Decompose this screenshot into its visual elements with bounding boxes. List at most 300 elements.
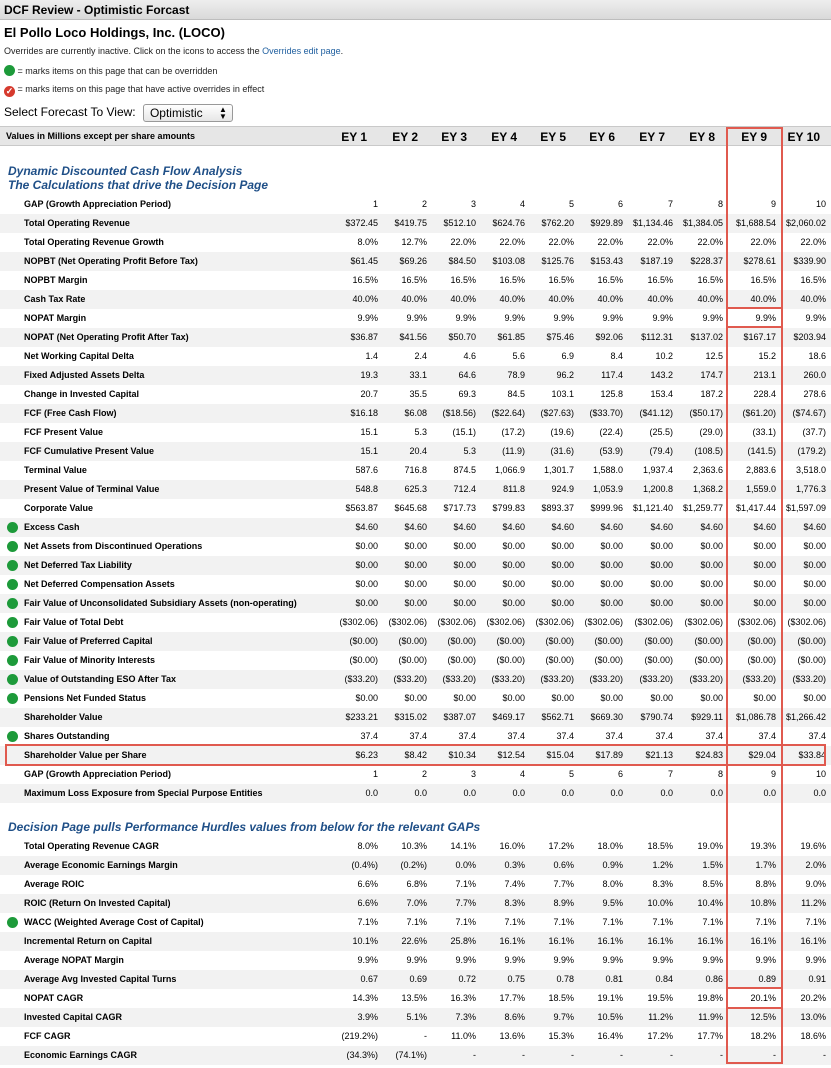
cell-ey6: 117.4 bbox=[601, 370, 623, 380]
table-row bbox=[0, 989, 831, 1008]
company-name: El Pollo Loco Holdings, Inc. (LOCO) bbox=[4, 25, 225, 40]
cell-ey10: 278.6 bbox=[803, 389, 826, 399]
cell-ey1: $0.00 bbox=[355, 560, 378, 570]
cell-ey6: 16.5% bbox=[597, 275, 623, 285]
cell-ey3: 9.9% bbox=[455, 955, 476, 965]
cell-ey3: $0.00 bbox=[453, 560, 476, 570]
row-label: Net Deferred Compensation Assets bbox=[24, 579, 175, 589]
cell-ey2: ($302.06) bbox=[388, 617, 427, 627]
table-row bbox=[0, 556, 831, 575]
cell-ey7: ($41.12) bbox=[639, 408, 673, 418]
cell-ey4: ($22.64) bbox=[491, 408, 525, 418]
cell-ey7: $187.19 bbox=[640, 256, 673, 266]
cell-ey3: ($18.56) bbox=[442, 408, 476, 418]
table-row bbox=[0, 613, 831, 632]
cell-ey7: 10.2 bbox=[655, 351, 673, 361]
row-label: Economic Earnings CAGR bbox=[24, 1050, 138, 1060]
cell-ey1: $16.18 bbox=[350, 408, 378, 418]
cell-ey7: 1,200.8 bbox=[642, 484, 673, 494]
section1-title-line2: The Calculations that drive the Decision Page bbox=[8, 178, 269, 192]
cell-ey7: 16.5% bbox=[647, 275, 673, 285]
cell-ey6: 7.1% bbox=[602, 917, 623, 927]
table-row bbox=[0, 670, 831, 689]
cell-ey3: 9.9% bbox=[455, 313, 476, 323]
cell-ey1: ($302.06) bbox=[339, 617, 378, 627]
cell-ey5: $0.00 bbox=[551, 693, 574, 703]
cell-ey7: $0.00 bbox=[650, 541, 673, 551]
column-header-ey3: EY 3 bbox=[441, 130, 467, 144]
cell-ey8: $0.00 bbox=[700, 579, 723, 589]
cell-ey9: ($61.20) bbox=[742, 408, 776, 418]
override-dot-icon[interactable] bbox=[7, 541, 18, 552]
cell-ey3: $717.73 bbox=[443, 503, 476, 513]
cell-ey9: 9.9% bbox=[755, 955, 776, 965]
cell-ey1: 9.9% bbox=[357, 313, 378, 323]
table-row bbox=[0, 932, 831, 951]
cell-ey3: ($0.00) bbox=[447, 636, 476, 646]
cell-ey7: 40.0% bbox=[647, 294, 673, 304]
cell-ey10: $0.00 bbox=[803, 560, 826, 570]
cell-ey2: $0.00 bbox=[404, 541, 427, 551]
cell-ey8: 12.5 bbox=[705, 351, 723, 361]
cell-ey1: $36.87 bbox=[350, 332, 378, 342]
cell-ey1: 14.3% bbox=[352, 993, 378, 1003]
cell-ey9: 37.4 bbox=[758, 731, 776, 741]
cell-ey1: 6.6% bbox=[357, 898, 378, 908]
cell-ey9: 19.3% bbox=[750, 841, 776, 851]
row-label: Shareholder Value per Share bbox=[24, 750, 147, 760]
table-row bbox=[0, 727, 831, 746]
cell-ey5: 0.78 bbox=[556, 974, 574, 984]
cell-ey6: 6 bbox=[617, 769, 623, 779]
cell-ey3: 37.4 bbox=[458, 731, 476, 741]
cell-ey4: $0.00 bbox=[502, 579, 525, 589]
cell-ey8: $1,259.77 bbox=[682, 503, 723, 513]
cell-ey6: $0.00 bbox=[600, 541, 623, 551]
cell-ey6: 0.81 bbox=[605, 974, 623, 984]
cell-ey3: $10.34 bbox=[448, 750, 476, 760]
cell-ey8: 22.0% bbox=[697, 237, 723, 247]
cell-ey6: - bbox=[620, 1050, 623, 1060]
cell-ey2: 22.6% bbox=[401, 936, 427, 946]
cell-ey6: 16.4% bbox=[597, 1031, 623, 1041]
cell-ey3: 0.72 bbox=[458, 974, 476, 984]
cell-ey2: 35.5 bbox=[409, 389, 427, 399]
table-row bbox=[0, 233, 831, 252]
cell-ey3: $50.70 bbox=[448, 332, 476, 342]
cell-ey1: 15.1 bbox=[360, 446, 378, 456]
cell-ey3: $0.00 bbox=[453, 541, 476, 551]
cell-ey9: 9.9% bbox=[755, 313, 776, 323]
cell-ey5: 22.0% bbox=[548, 237, 574, 247]
section2-title-line1: Decision Page pulls Performance Hurdles values from below for the relevant GAPs bbox=[8, 820, 481, 834]
row-label: Average NOPAT Margin bbox=[24, 955, 124, 965]
cell-ey3: 3 bbox=[470, 199, 476, 209]
cell-ey6: 37.4 bbox=[605, 731, 623, 741]
override-dot-icon[interactable] bbox=[7, 598, 18, 609]
row-label: GAP (Growth Appreciation Period) bbox=[24, 769, 172, 779]
cell-ey5: $125.76 bbox=[541, 256, 574, 266]
cell-ey4: $0.00 bbox=[502, 560, 525, 570]
cell-ey4: $0.00 bbox=[502, 598, 525, 608]
cell-ey7: 37.4 bbox=[655, 731, 673, 741]
cell-ey6: $999.96 bbox=[590, 503, 623, 513]
cell-ey3: 16.5% bbox=[450, 275, 476, 285]
cell-ey10: $0.00 bbox=[803, 693, 826, 703]
cell-ey8: $1,384.05 bbox=[682, 218, 723, 228]
cell-ey9: 8.8% bbox=[755, 879, 776, 889]
cell-ey2: ($0.00) bbox=[398, 636, 427, 646]
override-dot-icon[interactable] bbox=[7, 617, 18, 628]
cell-ey7: $1,121.40 bbox=[632, 503, 673, 513]
forecast-select[interactable] bbox=[143, 104, 233, 122]
cell-ey7: 7 bbox=[667, 769, 673, 779]
table-row bbox=[0, 195, 831, 214]
cell-ey5: ($0.00) bbox=[545, 636, 574, 646]
cell-ey1: $0.00 bbox=[355, 541, 378, 551]
cell-ey2: 9.9% bbox=[406, 955, 427, 965]
cell-ey6: 0.9% bbox=[602, 860, 623, 870]
cell-ey4: (17.2) bbox=[501, 427, 525, 437]
cell-ey10: 0.91 bbox=[808, 974, 826, 984]
cell-ey10: $203.94 bbox=[793, 332, 826, 342]
cell-ey4: $12.54 bbox=[497, 750, 525, 760]
row-label: Total Operating Revenue CAGR bbox=[24, 841, 159, 851]
cell-ey6: 8.0% bbox=[602, 879, 623, 889]
cell-ey3: 0.0% bbox=[455, 860, 476, 870]
cell-ey2: $8.42 bbox=[404, 750, 427, 760]
table-row bbox=[0, 442, 831, 461]
column-header-ey9: EY 9 bbox=[741, 130, 767, 144]
cell-ey10: 9.0% bbox=[805, 879, 826, 889]
overrides-edit-link[interactable]: Overrides edit page bbox=[262, 46, 341, 56]
cell-ey10: $0.00 bbox=[803, 598, 826, 608]
cell-ey5: 17.2% bbox=[548, 841, 574, 851]
row-label: FCF CAGR bbox=[24, 1031, 71, 1041]
cell-ey8: 9.9% bbox=[702, 313, 723, 323]
cell-ey3: 25.8% bbox=[450, 936, 476, 946]
cell-ey2: 625.3 bbox=[404, 484, 427, 494]
cell-ey3: 7.7% bbox=[455, 898, 476, 908]
cell-ey2: $4.60 bbox=[404, 522, 427, 532]
cell-ey9: 40.0% bbox=[750, 294, 776, 304]
cell-ey8: 19.8% bbox=[697, 993, 723, 1003]
column-header-ey8: EY 8 bbox=[689, 130, 715, 144]
cell-ey5: $893.37 bbox=[541, 503, 574, 513]
cell-ey1: $0.00 bbox=[355, 579, 378, 589]
row-label: Net Assets from Discontinued Operations bbox=[24, 541, 203, 551]
cell-ey8: ($50.17) bbox=[689, 408, 723, 418]
row-label: Value of Outstanding ESO After Tax bbox=[24, 674, 177, 684]
table-row bbox=[0, 480, 831, 499]
cell-ey1: 9.9% bbox=[357, 955, 378, 965]
section1-title-line1: Dynamic Discounted Cash Flow Analysis bbox=[8, 164, 243, 178]
row-label: NOPBT Margin bbox=[24, 275, 88, 285]
cell-ey9: ($302.06) bbox=[737, 617, 776, 627]
cell-ey3: 3 bbox=[470, 769, 476, 779]
cell-ey4: $61.85 bbox=[497, 332, 525, 342]
cell-ey6: 40.0% bbox=[597, 294, 623, 304]
forecast-selector bbox=[4, 104, 233, 122]
cell-ey9: 228.4 bbox=[753, 389, 776, 399]
row-label: Shares Outstanding bbox=[24, 731, 110, 741]
table-row bbox=[0, 499, 831, 518]
row-label: Average ROIC bbox=[24, 879, 85, 889]
cell-ey2: 12.7% bbox=[401, 237, 427, 247]
cell-ey5: (31.6) bbox=[550, 446, 574, 456]
cell-ey10: $339.90 bbox=[793, 256, 826, 266]
cell-ey2: 7.0% bbox=[406, 898, 427, 908]
cell-ey10: 40.0% bbox=[800, 294, 826, 304]
table-row bbox=[0, 708, 831, 727]
select-arrows-icon: ▲ ▼ bbox=[219, 105, 227, 121]
cell-ey6: ($0.00) bbox=[594, 636, 623, 646]
cell-ey4: $0.00 bbox=[502, 541, 525, 551]
cell-ey10: 7.1% bbox=[805, 917, 826, 927]
cell-ey5: 9.9% bbox=[553, 955, 574, 965]
cell-ey7: ($33.20) bbox=[639, 674, 673, 684]
cell-ey6: ($302.06) bbox=[584, 617, 623, 627]
cell-ey5: $15.04 bbox=[546, 750, 574, 760]
cell-ey9: $0.00 bbox=[753, 579, 776, 589]
override-dot-icon[interactable] bbox=[7, 655, 18, 666]
cell-ey2: 716.8 bbox=[404, 465, 427, 475]
red-legend-text: = marks items on this page that have active overrides in effect bbox=[17, 84, 265, 94]
cell-ey7: ($0.00) bbox=[644, 636, 673, 646]
table-row bbox=[0, 461, 831, 480]
cell-ey10: 16.1% bbox=[800, 936, 826, 946]
cell-ey5: $0.00 bbox=[551, 598, 574, 608]
cell-ey1: 587.6 bbox=[355, 465, 378, 475]
cell-ey4: $0.00 bbox=[502, 693, 525, 703]
cell-ey6: 10.5% bbox=[597, 1012, 623, 1022]
row-label: Pensions Net Funded Status bbox=[24, 693, 147, 703]
cell-ey8: ($302.06) bbox=[684, 617, 723, 627]
cell-ey2: 37.4 bbox=[409, 731, 427, 741]
cell-ey1: 15.1 bbox=[360, 427, 378, 437]
cell-ey8: 16.1% bbox=[697, 936, 723, 946]
cell-ey4: $469.17 bbox=[492, 712, 525, 722]
cell-ey4: $4.60 bbox=[502, 522, 525, 532]
row-label: Maximum Loss Exposure from Special Purpose Entities bbox=[24, 788, 263, 798]
cell-ey8: $137.02 bbox=[690, 332, 723, 342]
cell-ey7: 16.1% bbox=[647, 936, 673, 946]
override-dot-icon[interactable] bbox=[7, 674, 18, 685]
cell-ey6: 18.0% bbox=[597, 841, 623, 851]
cell-ey6: $0.00 bbox=[600, 579, 623, 589]
cell-ey1: 1 bbox=[372, 769, 378, 779]
cell-ey5: 9.9% bbox=[553, 313, 574, 323]
cell-ey4: 7.4% bbox=[504, 879, 525, 889]
cell-ey9: $0.00 bbox=[753, 598, 776, 608]
cell-ey5: - bbox=[571, 1050, 574, 1060]
cell-ey5: $762.20 bbox=[541, 218, 574, 228]
cell-ey10: - bbox=[823, 1050, 826, 1060]
table-row bbox=[0, 328, 831, 347]
cell-ey7: 7.1% bbox=[652, 917, 673, 927]
cell-ey2: $0.00 bbox=[404, 598, 427, 608]
cell-ey1: (0.4%) bbox=[351, 860, 378, 870]
row-label: Total Operating Revenue Growth bbox=[24, 237, 164, 247]
cell-ey10: 22.0% bbox=[800, 237, 826, 247]
cell-ey7: 1,937.4 bbox=[642, 465, 673, 475]
cell-ey5: 5 bbox=[568, 199, 574, 209]
cell-ey9: 16.1% bbox=[750, 936, 776, 946]
cell-ey7: (79.4) bbox=[649, 446, 673, 456]
cell-ey2: 5.3 bbox=[414, 427, 427, 437]
row-label: Average Economic Earnings Margin bbox=[24, 860, 178, 870]
cell-ey9: ($33.20) bbox=[742, 674, 776, 684]
override-dot-icon[interactable] bbox=[7, 560, 18, 571]
override-dot-icon[interactable] bbox=[7, 636, 18, 647]
row-label: Invested Capital CAGR bbox=[24, 1012, 123, 1022]
cell-ey7: ($302.06) bbox=[634, 617, 673, 627]
cell-ey2: 6.8% bbox=[406, 879, 427, 889]
cell-ey3: 7.1% bbox=[455, 879, 476, 889]
cell-ey6: 9.5% bbox=[602, 898, 623, 908]
cell-ey9: ($0.00) bbox=[747, 655, 776, 665]
table-row bbox=[0, 309, 831, 328]
cell-ey3: 874.5 bbox=[453, 465, 476, 475]
cell-ey7: 153.4 bbox=[650, 389, 673, 399]
cell-ey5: 15.3% bbox=[548, 1031, 574, 1041]
cell-ey4: ($302.06) bbox=[486, 617, 525, 627]
override-dot-icon[interactable] bbox=[7, 917, 18, 928]
cell-ey5: $0.00 bbox=[551, 579, 574, 589]
cell-ey6: 8.4 bbox=[610, 351, 623, 361]
cell-ey3: 4.6 bbox=[463, 351, 476, 361]
cell-ey10: ($0.00) bbox=[797, 636, 826, 646]
cell-ey7: 11.2% bbox=[648, 1012, 673, 1022]
cell-ey10: 10 bbox=[815, 769, 826, 779]
table-row bbox=[0, 894, 831, 913]
cell-ey10: $4.60 bbox=[803, 522, 826, 532]
cell-ey5: 9.7% bbox=[553, 1012, 574, 1022]
override-dot-icon[interactable] bbox=[7, 579, 18, 590]
cell-ey5: 40.0% bbox=[548, 294, 574, 304]
cell-ey1: 40.0% bbox=[352, 294, 378, 304]
table-row bbox=[0, 913, 831, 932]
cell-ey1: $233.21 bbox=[345, 712, 378, 722]
red-legend bbox=[4, 84, 264, 97]
cell-ey3: 64.6 bbox=[458, 370, 476, 380]
cell-ey10: $2,060.02 bbox=[785, 218, 826, 228]
cell-ey6: ($33.70) bbox=[589, 408, 623, 418]
cell-ey9: $4.60 bbox=[753, 522, 776, 532]
cell-ey1: $372.45 bbox=[345, 218, 378, 228]
cell-ey9: 7.1% bbox=[755, 917, 776, 927]
row-label: NOPAT Margin bbox=[24, 313, 87, 323]
row-label: Fair Value of Minority Interests bbox=[24, 655, 156, 665]
cell-ey7: (25.5) bbox=[649, 427, 673, 437]
cell-ey1: 6.6% bbox=[357, 879, 378, 889]
cell-ey6: 22.0% bbox=[597, 237, 623, 247]
cell-ey5: 96.2 bbox=[556, 370, 574, 380]
table-row bbox=[0, 746, 831, 765]
cell-ey8: 8 bbox=[717, 769, 723, 779]
cell-ey6: $929.89 bbox=[590, 218, 623, 228]
row-label: WACC (Weighted Average Cost of Capital) bbox=[24, 917, 204, 927]
cell-ey8: 2,363.6 bbox=[692, 465, 723, 475]
cell-ey4: $624.76 bbox=[492, 218, 525, 228]
cell-ey6: $17.89 bbox=[595, 750, 623, 760]
cell-ey8: 9.9% bbox=[702, 955, 723, 965]
cell-ey8: (108.5) bbox=[694, 446, 723, 456]
cell-ey3: 5.3 bbox=[463, 446, 476, 456]
cell-ey9: ($0.00) bbox=[747, 636, 776, 646]
cell-ey4: ($0.00) bbox=[496, 655, 525, 665]
cell-ey9: $0.00 bbox=[753, 541, 776, 551]
table-row bbox=[0, 575, 831, 594]
override-dot-icon[interactable] bbox=[7, 731, 18, 742]
cell-ey4: 9.9% bbox=[504, 313, 525, 323]
cell-ey5: 16.5% bbox=[548, 275, 574, 285]
cell-ey10: $1,266.42 bbox=[785, 712, 826, 722]
cell-ey2: 9.9% bbox=[406, 313, 427, 323]
cell-ey8: 1,368.2 bbox=[692, 484, 723, 494]
cell-ey1: 20.7 bbox=[360, 389, 378, 399]
cell-ey6: $153.43 bbox=[590, 256, 623, 266]
cell-ey6: 6 bbox=[617, 199, 623, 209]
cell-ey1: 10.1% bbox=[352, 936, 378, 946]
cell-ey10: 16.5% bbox=[800, 275, 826, 285]
cell-ey7: 0.0 bbox=[660, 788, 673, 798]
cell-ey6: $4.60 bbox=[600, 522, 623, 532]
cell-ey4: ($33.20) bbox=[491, 674, 525, 684]
cell-ey7: 0.84 bbox=[655, 974, 673, 984]
table-row bbox=[0, 214, 831, 233]
cell-ey5: ($302.06) bbox=[535, 617, 574, 627]
cell-ey5: 7.7% bbox=[553, 879, 574, 889]
cell-ey3: 7.3% bbox=[455, 1012, 476, 1022]
cell-ey5: ($33.20) bbox=[540, 674, 574, 684]
cell-ey4: 22.0% bbox=[499, 237, 525, 247]
cell-ey2: 5.1% bbox=[406, 1012, 427, 1022]
units-label: Values in Millions except per share amounts bbox=[6, 131, 196, 141]
cell-ey2: $6.08 bbox=[404, 408, 427, 418]
override-dot-icon[interactable] bbox=[7, 693, 18, 704]
section2-title bbox=[8, 820, 480, 834]
cell-ey6: 0.0 bbox=[610, 788, 623, 798]
cell-ey10: $0.00 bbox=[803, 541, 826, 551]
cell-ey4: 16.1% bbox=[499, 936, 525, 946]
row-label: FCF Cumulative Present Value bbox=[24, 446, 155, 456]
override-dot-icon[interactable] bbox=[7, 522, 18, 533]
cell-ey10: 1,776.3 bbox=[795, 484, 826, 494]
cell-ey6: (22.4) bbox=[599, 427, 623, 437]
cell-ey9: $1,688.54 bbox=[735, 218, 776, 228]
cell-ey10: $33.84 bbox=[798, 750, 826, 760]
cell-ey5: $4.60 bbox=[551, 522, 574, 532]
cell-ey6: ($33.20) bbox=[589, 674, 623, 684]
row-label: Fixed Adjusted Assets Delta bbox=[24, 370, 145, 380]
cell-ey2: ($0.00) bbox=[398, 655, 427, 665]
cell-ey8: 0.86 bbox=[705, 974, 723, 984]
cell-ey10: (179.2) bbox=[797, 446, 826, 456]
cell-ey2: 2 bbox=[421, 769, 427, 779]
cell-ey2: $0.00 bbox=[404, 579, 427, 589]
cell-ey8: - bbox=[720, 1050, 723, 1060]
cell-ey5: $0.00 bbox=[551, 541, 574, 551]
row-label: Incremental Return on Capital bbox=[24, 936, 153, 946]
cell-ey8: 0.0 bbox=[710, 788, 723, 798]
cell-ey6: $0.00 bbox=[600, 693, 623, 703]
cell-ey9: 1,559.0 bbox=[745, 484, 776, 494]
row-label: Total Operating Revenue bbox=[24, 218, 130, 228]
cell-ey9: 22.0% bbox=[750, 237, 776, 247]
cell-ey5: 37.4 bbox=[556, 731, 574, 741]
cell-ey2: $41.56 bbox=[399, 332, 427, 342]
